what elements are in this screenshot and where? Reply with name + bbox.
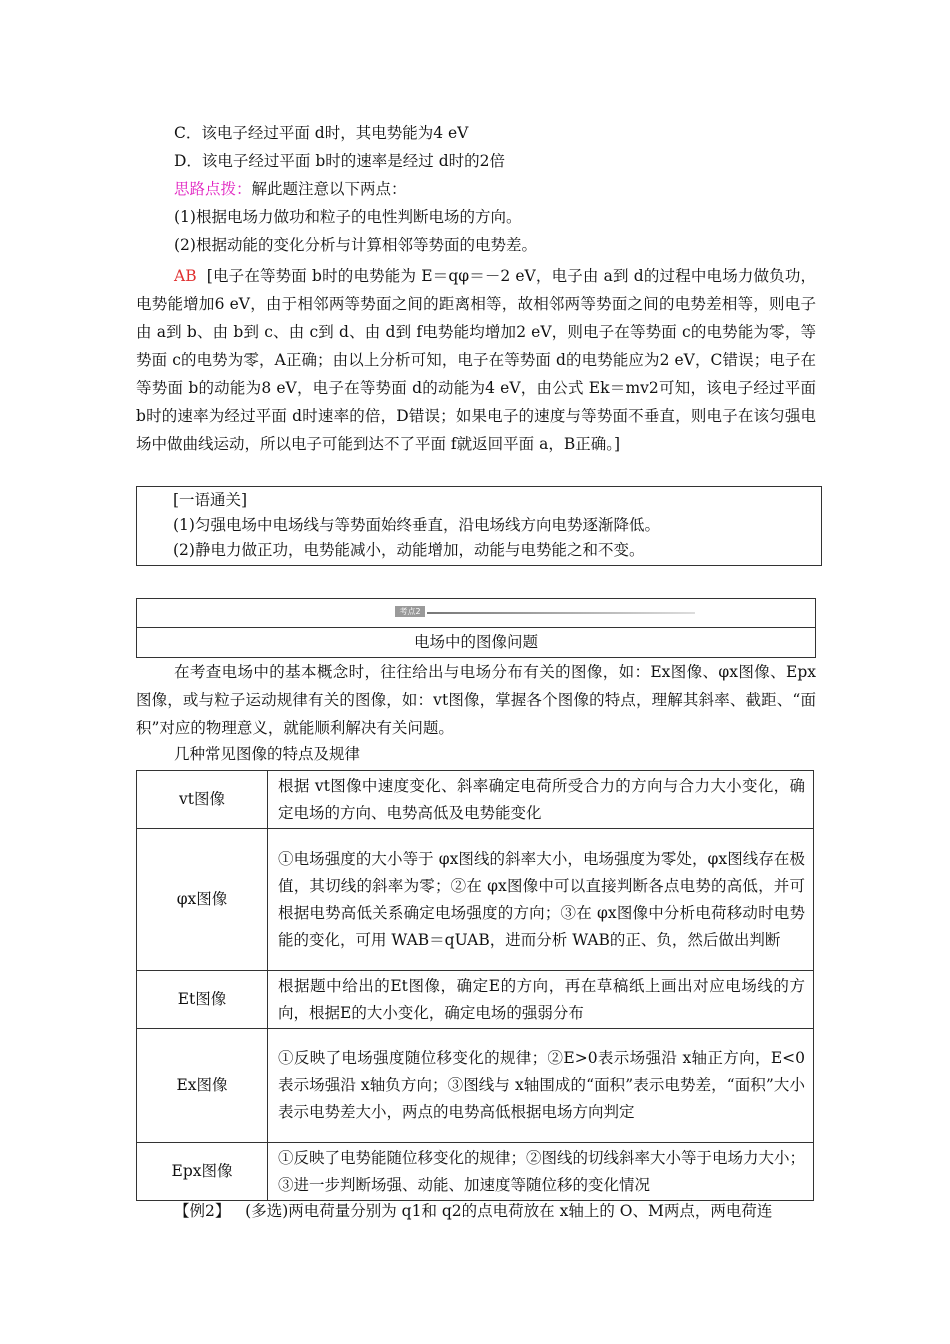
option-c: C．该电子经过平面 d时，其电势能为4 eV xyxy=(174,124,469,142)
topic-tag: 考点2 xyxy=(395,606,425,617)
example-text: (多选)两电荷量分别为 q1和 q2的点电荷放在 x轴上的 O、M两点，两电荷连 xyxy=(245,1202,773,1220)
answer-label: AB xyxy=(174,267,197,285)
summary-box xyxy=(136,486,822,566)
summary-point-1: (1)匀强电场中电场线与等势面始终垂直，沿电场线方向电势逐渐降低。 xyxy=(173,516,660,534)
row-name: φx图像 xyxy=(137,829,268,971)
table-row xyxy=(137,771,814,829)
answer-text: [电子在等势面 b时的电势能为 E＝qφ＝－2 eV，电子由 a到 d的过程中电场力做负功，电势能增加6 eV，由于相邻两等势面之间的距离相等，故相邻两等势面之间的电势差相等，则电子由 a到 b、由 b到 c、由 c到 d、由 d到 f电势能均增加2 eV，则电子在等势面 c的电势能为零，等势面 c的电势为零，A正确；由以上分析可知，电子在等势面 d的电势能应为2 eV，C错误；电子在等势面 b的动能为8 eV，电子在等势面 d的动能为4 eV，由公式 Ek＝mv2可知，该电子经过平面 b时的速率为经过平面 d时速率的倍，D错误；如果电子的速度与等势面不垂直，则电子在该匀强电场中做曲线运动，所以电子可能到达不了平面 f就返回平面 a，B正确。] xyxy=(136,267,816,453)
hint-point-2: (2)根据动能的变化分析与计算相邻等势面的电势差。 xyxy=(174,236,537,254)
row-name: Et图像 xyxy=(137,971,268,1029)
banner-rule xyxy=(427,612,695,614)
summary-heading: [一语通关] xyxy=(173,491,248,509)
topic-header xyxy=(136,598,816,658)
table-row xyxy=(137,971,814,1029)
row-name: vt图像 xyxy=(137,771,268,829)
row-name: Epx图像 xyxy=(137,1143,268,1201)
hint-label: 思路点拨： xyxy=(174,180,252,198)
hint-text: 解此题注意以下两点： xyxy=(251,180,407,198)
hint-line xyxy=(174,178,407,200)
row-desc: ①反映了电势能随位移变化的规律；②图线的切线斜率大小等于电场力大小；③进一步判断场强、动能、加速度等随位移的变化情况 xyxy=(268,1143,814,1201)
summary-point-2: (2)静电力做正功，电势能减小，动能增加，动能与电势能之和不变。 xyxy=(173,541,645,559)
intro-paragraph: 在考查电场中的基本概念时，往往给出与电场分布有关的图像，如：Ex图像、φx图像、Epx图像，或与粒子运动规律有关的图像，如：vt图像，掌握各个图像的特点，理解其斜率、截距、“面积”对应的物理意义，就能顺利解决有关问题。 xyxy=(136,663,816,737)
example-label: 【例2】 xyxy=(174,1202,231,1220)
row-desc: ①反映了电场强度随位移变化的规律；②E>0表示场强沿 x轴正方向，E<0表示场强沿 x轴负方向；③图线与 x轴围成的“面积”表示电势差，“面积”大小表示电势差大小，两点的电势高低根据电场方向判定 xyxy=(268,1029,814,1143)
example-line xyxy=(174,1200,772,1222)
row-name: Ex图像 xyxy=(137,1029,268,1143)
table-row xyxy=(137,1143,814,1201)
option-d: D．该电子经过平面 b时的速率是经过 d时的2倍 xyxy=(174,152,505,170)
row-desc: 根据 vt图像中速度变化、斜率确定电荷所受合力的方向与合力大小变化，确定电场的方向、电势高低及电势能变化 xyxy=(268,771,814,829)
table-row xyxy=(137,1029,814,1143)
row-desc: 根据题中给出的Et图像，确定E的方向，再在草稿纸上画出对应电场线的方向，根据E的大小变化，确定电场的强弱分布 xyxy=(268,971,814,1029)
table-row xyxy=(137,829,814,971)
hint-point-1: (1)根据电场力做功和粒子的电性判断电场的方向。 xyxy=(174,208,522,226)
table-heading: 几种常见图像的特点及规律 xyxy=(174,745,361,763)
answer-paragraph xyxy=(136,262,816,458)
topic-title: 电场中的图像问题 xyxy=(413,633,538,651)
graph-table xyxy=(136,770,814,1201)
row-desc: ①电场强度的大小等于 φx图线的斜率大小，电场强度为零处，φx图线存在极值，其切线的斜率为零；②在 φx图像中可以直接判断各点电势的高低，并可根据电势高低关系确定电场强度的方向；③在 φx图像中分析电荷移动时电势能的变化，可用 WAB＝qUAB，进而分析 WAB的正、负，然后做出判断 xyxy=(268,829,814,971)
topic-banner xyxy=(137,599,815,628)
